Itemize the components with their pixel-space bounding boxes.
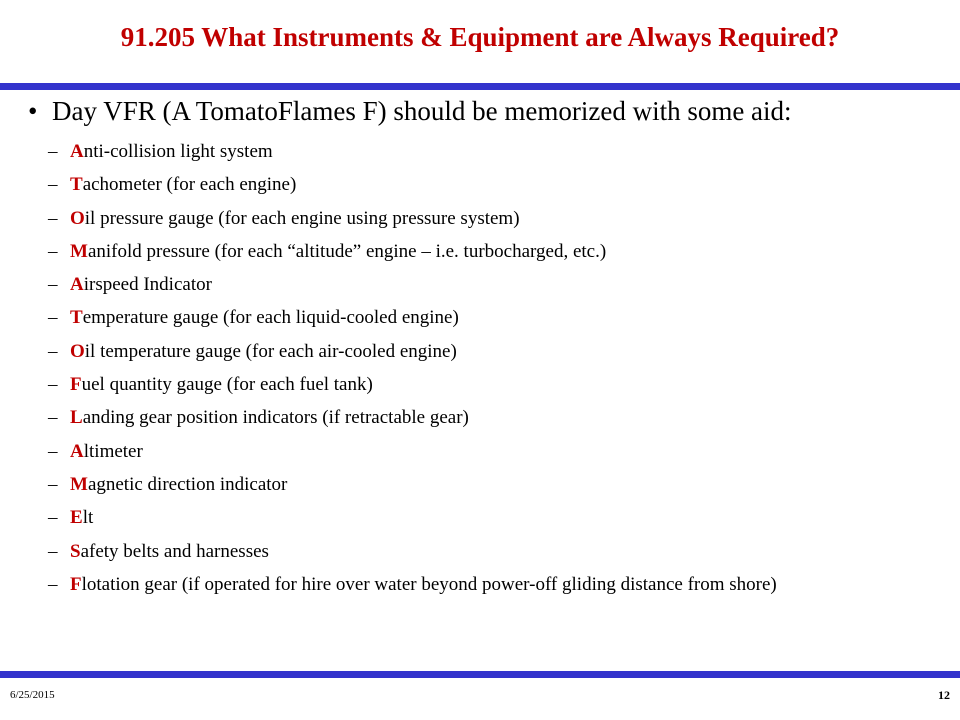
item-rest: lt — [82, 507, 94, 529]
mnemonic-letter: E — [70, 507, 83, 529]
list-item — [48, 240, 928, 263]
dash: – — [48, 174, 58, 196]
bullet-dot: • — [28, 96, 38, 126]
dash: – — [48, 473, 58, 495]
dash: – — [48, 274, 58, 296]
item-text — [70, 573, 928, 596]
list-item — [48, 406, 928, 429]
list-item — [48, 440, 928, 463]
item-rest: irspeed Indicator — [83, 274, 212, 296]
item-rest: il pressure gauge (for each engine using pressure system) — [84, 207, 520, 229]
dash: – — [48, 440, 58, 462]
item-text — [70, 273, 928, 296]
item-rest: anding gear position indicators (if retractable gear) — [82, 407, 469, 429]
mnemonic-letter: F — [70, 374, 82, 396]
list-item — [48, 340, 928, 363]
mnemonic-letter: O — [70, 340, 85, 362]
slide-title: 91.205 What Instruments & Equipment are Always Required? — [120, 22, 840, 52]
item-text — [70, 207, 928, 230]
mnemonic-letter: A — [70, 274, 84, 296]
list-item — [48, 473, 928, 496]
dash: – — [48, 507, 58, 529]
item-rest: anifold pressure (for each “altitude” engine – i.e. turbocharged, etc.) — [87, 240, 607, 262]
item-text — [70, 140, 928, 163]
mnemonic-letter: M — [70, 473, 88, 495]
list-item — [48, 506, 928, 529]
dash: – — [48, 540, 58, 562]
instrument-list — [48, 140, 928, 606]
item-rest: il temperature gauge (for each air-cooled engine) — [84, 340, 457, 362]
mnemonic-letter: A — [70, 440, 84, 462]
mnemonic-letter: A — [70, 141, 84, 162]
mnemonic-letter: T — [70, 307, 83, 329]
dash: – — [48, 207, 58, 229]
mnemonic-letter: S — [70, 540, 81, 562]
top-divider — [0, 83, 960, 90]
main-bullet — [28, 96, 792, 127]
item-rest: ltimeter — [83, 440, 143, 462]
mnemonic-letter: M — [70, 240, 88, 262]
page-number: 12 — [938, 688, 950, 702]
item-text — [70, 540, 928, 563]
item-text — [70, 440, 928, 463]
list-item — [48, 573, 928, 596]
list-item — [48, 207, 928, 230]
item-rest: agnetic direction indicator — [87, 473, 288, 495]
bullet-text: Day VFR (A TomatoFlames F) should be memorized with some aid: — [52, 96, 792, 126]
list-item — [48, 273, 928, 296]
item-text — [70, 306, 928, 329]
item-text — [70, 506, 928, 529]
item-rest: uel quantity gauge (for each fuel tank) — [81, 374, 373, 396]
mnemonic-letter: F — [70, 573, 82, 595]
item-text — [70, 473, 928, 496]
mnemonic-letter: L — [70, 407, 83, 429]
item-text — [70, 373, 928, 396]
item-rest: achometer (for each engine) — [82, 174, 297, 196]
item-text — [70, 406, 928, 429]
item-rest: emperature gauge (for each liquid-cooled engine) — [82, 307, 459, 329]
dash: – — [48, 340, 58, 362]
footer-date: 6/25/2015 — [10, 689, 55, 701]
dash: – — [48, 240, 58, 262]
item-rest: afety belts and harnesses — [80, 540, 269, 562]
bottom-divider — [0, 671, 960, 678]
dash: – — [48, 407, 58, 429]
dash: – — [48, 307, 58, 329]
list-item — [48, 306, 928, 329]
list-item — [48, 540, 928, 563]
mnemonic-letter: O — [70, 207, 85, 229]
list-item — [48, 140, 928, 163]
list-item — [48, 373, 928, 396]
list-item — [48, 173, 928, 196]
dash: – — [48, 573, 58, 595]
item-rest: lotation gear (if operated for hire over water beyond power-off gliding distance from shore) — [81, 573, 777, 595]
item-text — [70, 240, 928, 263]
dash: – — [48, 141, 58, 162]
dash: – — [48, 374, 58, 396]
item-text — [70, 340, 928, 363]
item-text — [70, 173, 928, 196]
mnemonic-letter: T — [70, 174, 83, 196]
item-rest: nti-collision light system — [83, 141, 273, 162]
